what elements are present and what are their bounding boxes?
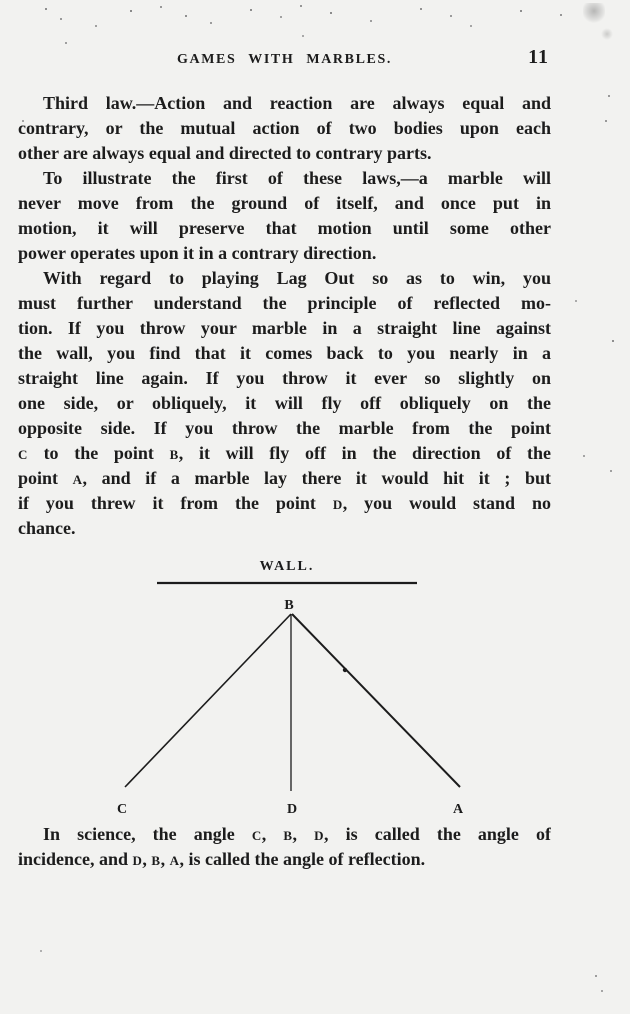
- text-line: With regard to playing Lag Out so as to win, you: [43, 268, 551, 288]
- text-line: Third law.—Action and reaction are always equal and: [43, 93, 551, 113]
- point-a-label: A: [452, 802, 464, 817]
- scan-smudge-small: [601, 28, 613, 40]
- text-line: straight line again. If you throw it ever so slightly on: [18, 368, 551, 388]
- incidence-ray-b-c: [125, 614, 291, 787]
- scan-smudge: [583, 3, 605, 23]
- text-line: one side, or obliquely, it will fly off obliquely on the: [18, 393, 551, 413]
- point-c-label: C: [116, 802, 128, 817]
- text-line: point A, and if a marble lay there it would hit it ; but: [18, 468, 551, 488]
- ink-blot: [343, 668, 347, 672]
- text-line: chance.: [18, 518, 76, 538]
- text-line: must further understand the principle of reflected mo-: [18, 293, 551, 313]
- reflection-diagram-svg: [100, 548, 530, 820]
- text-line: if you threw it from the point D, you would stand no: [18, 493, 551, 513]
- text-line: other are always equal and directed to contrary parts.: [18, 143, 432, 163]
- closing-text: [18, 822, 551, 872]
- paragraph: [18, 91, 551, 166]
- page-number: 11: [528, 46, 549, 68]
- running-title: GAMES WITH MARBLES.: [177, 52, 392, 67]
- text-line: contrary, or the mutual action of two bodies upon each: [18, 118, 551, 138]
- wall-label: WALL.: [259, 559, 315, 574]
- text-line: never move from the ground of itself, and once put in: [18, 193, 551, 213]
- point-b-label: B: [284, 598, 294, 613]
- reflection-diagram: [100, 548, 530, 820]
- paragraph: [18, 266, 551, 541]
- scan-noise: [0, 0, 2, 2]
- text-line: C to the point B, it will fly off in the direction of the: [18, 443, 551, 463]
- text-line: the wall, you find that it comes back to you nearly in a: [18, 343, 551, 363]
- text-line: opposite side. If you throw the marble from the point: [18, 418, 551, 438]
- text-line: power operates upon it in a contrary direction.: [18, 243, 377, 263]
- text-line: To illustrate the first of these laws,—a marble will: [43, 168, 551, 188]
- page-header: [18, 46, 551, 72]
- body-text: [18, 91, 551, 541]
- text-line: tion. If you throw your marble in a straight line against: [18, 318, 551, 338]
- paragraph: [18, 822, 551, 872]
- text-line: In science, the angle C, B, D, is called the angle of: [43, 824, 551, 844]
- text-line: incidence, and D, B, A, is called the angle of reflection.: [18, 849, 426, 869]
- reflection-ray-b-a: [292, 614, 460, 787]
- text-line: motion, it will preserve that motion until some other: [18, 218, 551, 238]
- paragraph: [18, 166, 551, 266]
- point-d-label: D: [286, 802, 298, 817]
